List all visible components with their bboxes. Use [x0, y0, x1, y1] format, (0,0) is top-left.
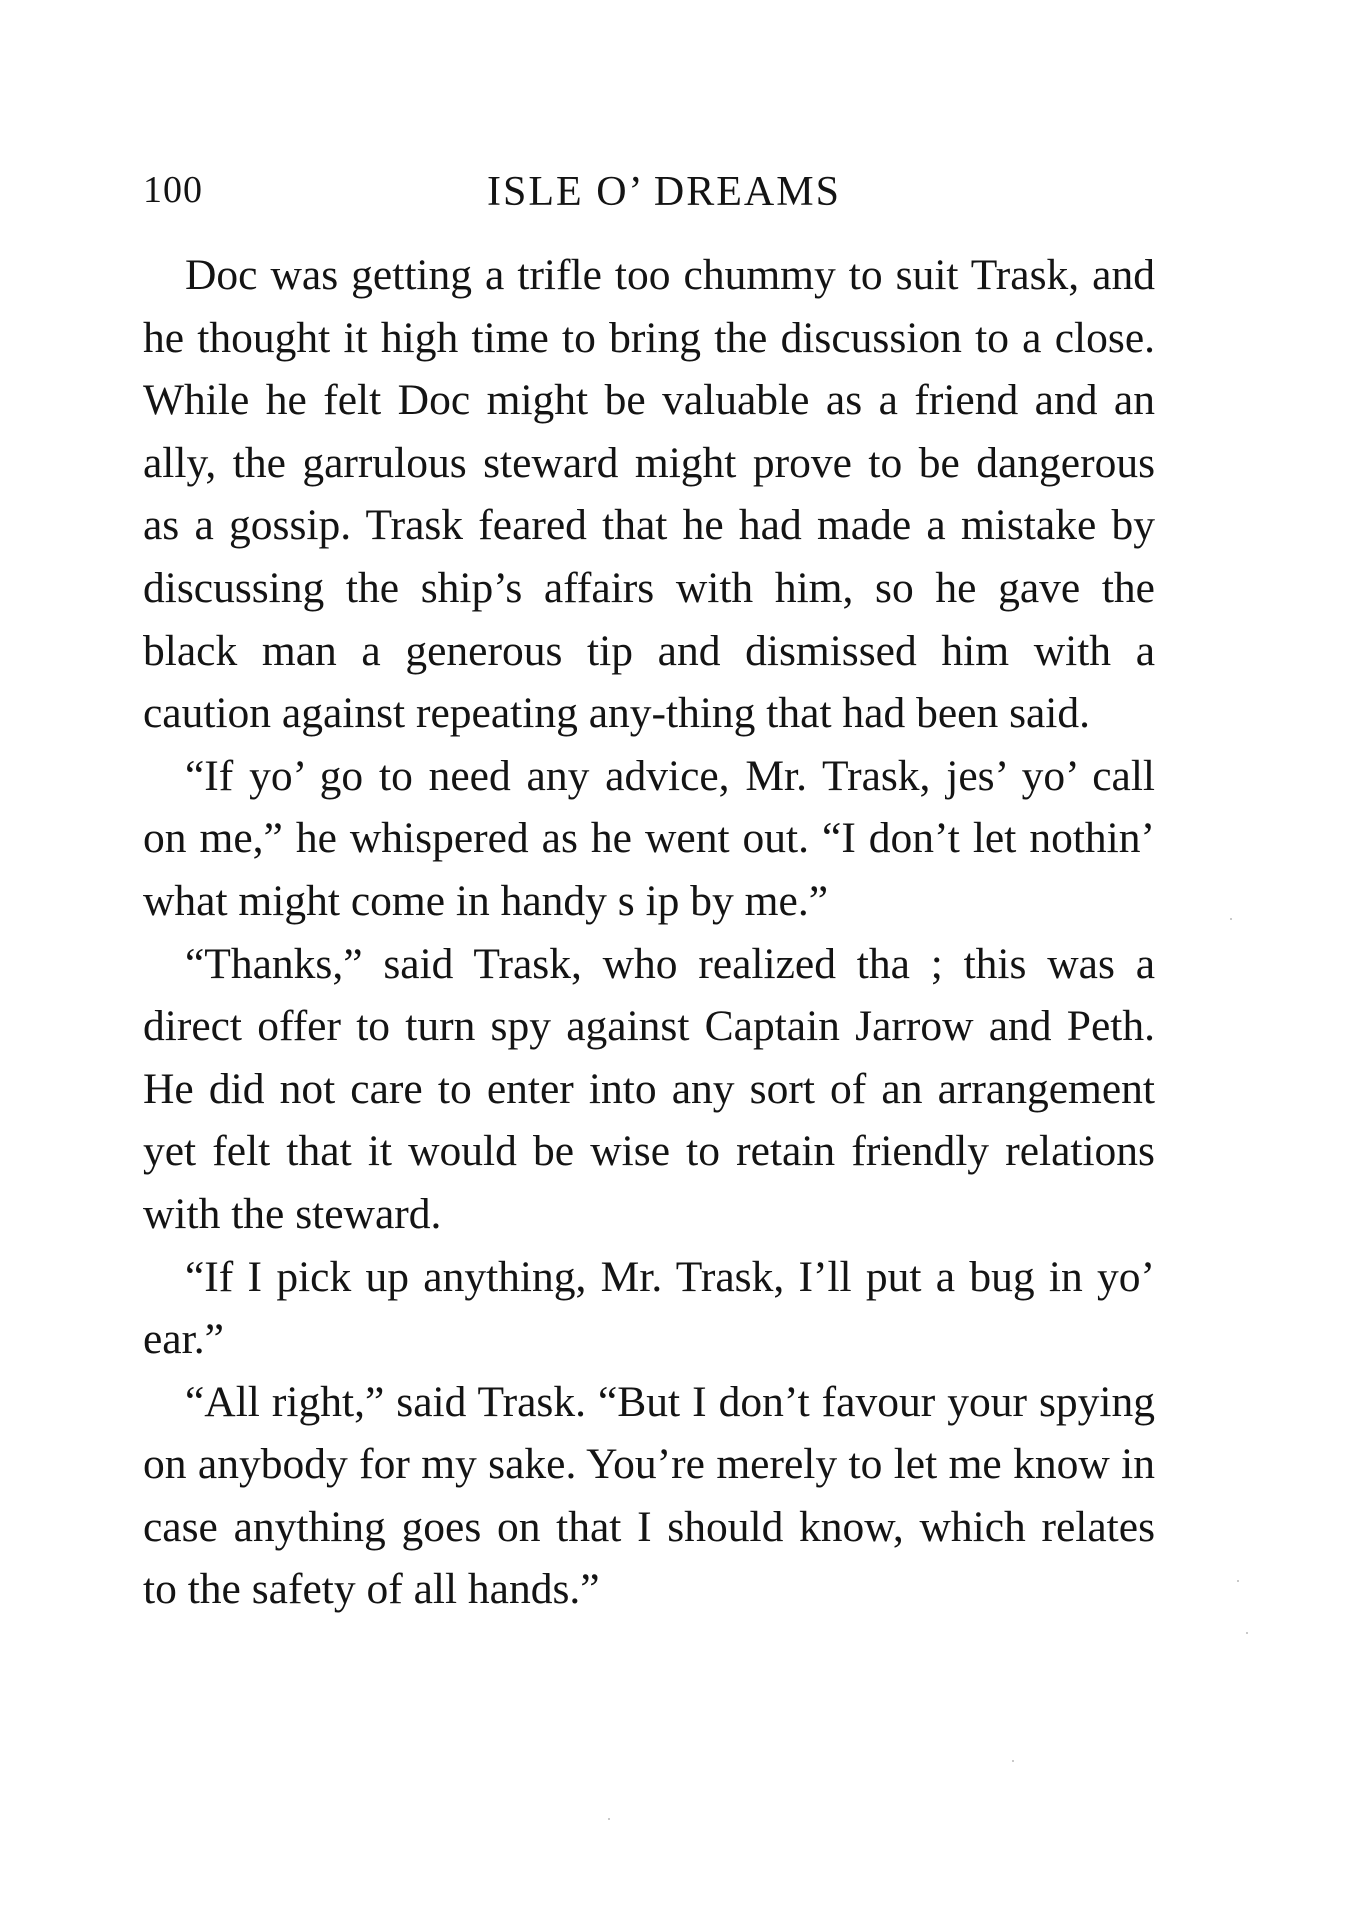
body-text — [143, 244, 1155, 1621]
paragraph-5: “All right,” said Trask. “But I don’t favour your spying on anybody for my sake. You’re merely to let me know in case anything goes on that I should know, which relates to the safety of all hands.” — [143, 1377, 1155, 1614]
running-title: ISLE O’ DREAMS — [487, 169, 841, 215]
page-header — [143, 168, 1155, 228]
paragraph-2: “If yo’ go to need any advice, Mr. Trask, jes’ yo’ call on me,” he whispered as he went out. “I don’t let nothin’ what might come in handy s ip by me.” — [143, 751, 1155, 925]
page-number: 100 — [143, 169, 203, 211]
paragraph-4: “If I pick up anything, Mr. Trask, I’ll put a bug in yo’ ear.” — [143, 1252, 1155, 1364]
scan-speck — [1230, 918, 1232, 920]
scan-speck — [1237, 1580, 1239, 1582]
scan-speck — [608, 1818, 610, 1820]
paragraph-3: “Thanks,” said Trask, who realized tha ; this was a direct offer to turn spy against Captain Jarrow and Peth. He did not care to enter into any sort of an arrangement yet felt that it would be wise to retain friendly relations with the steward. — [143, 939, 1155, 1238]
scan-speck — [1246, 1632, 1248, 1634]
paragraph-1: Doc was getting a trifle too chummy to suit Trask, and he thought it high time to bring the discussion to a close. While he felt Doc might be valuable as a friend and an ally, the garrulous steward might prove to be dangerous as a gossip. Trask feared that he had made a mistake by discussing the ship’s affairs with him, so he gave the black man a generous tip and dismissed him with a caution against repeating any-thing that had been said. — [143, 251, 1155, 738]
scan-speck — [1012, 1760, 1014, 1762]
